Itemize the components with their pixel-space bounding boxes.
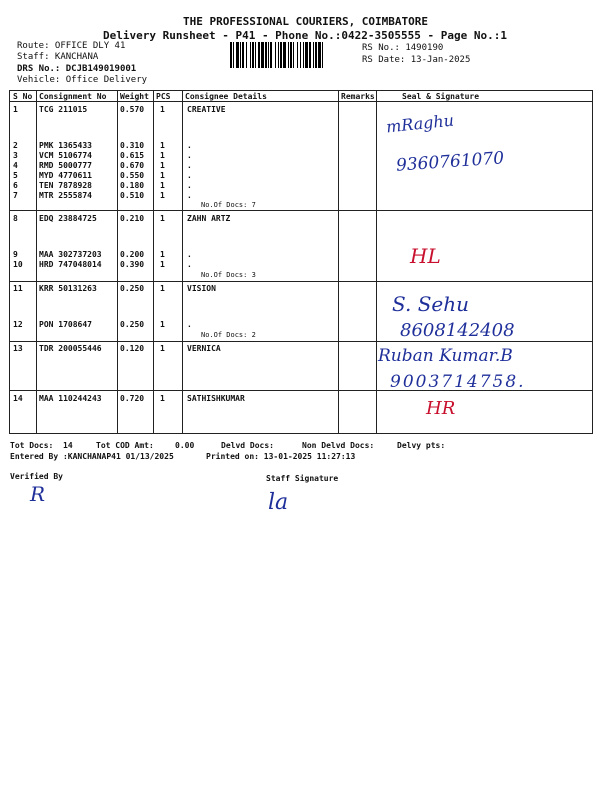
barcode bbox=[230, 42, 356, 68]
col-pcs: PCS bbox=[156, 92, 171, 101]
barcode-bar bbox=[305, 42, 308, 68]
row-3-consignment: VCM 5106774 bbox=[39, 151, 92, 160]
barcode-bar bbox=[315, 42, 317, 68]
phone-creative: 9360761070 bbox=[395, 148, 505, 176]
row-10-weight: 0.390 bbox=[120, 260, 145, 269]
delvd-docs-label: Delvd Docs: bbox=[221, 441, 274, 450]
barcode-bar bbox=[261, 42, 264, 68]
row-4-consignment: RMD 5000777 bbox=[39, 161, 92, 170]
row-14-weight: 0.720 bbox=[120, 394, 145, 403]
row-1-consignment: TCG 211015 bbox=[39, 105, 88, 114]
row-6-pcs: 1 bbox=[160, 181, 165, 190]
route-label: Route: OFFICE DLY 41 bbox=[17, 41, 126, 51]
row-1-weight: 0.570 bbox=[120, 105, 145, 114]
group-1-docs-count: No.Of Docs: 7 bbox=[201, 201, 256, 209]
col-weight: Weight bbox=[120, 92, 149, 101]
row-12-sno: 12 bbox=[13, 320, 23, 329]
tot-docs-label: Tot Docs: bbox=[10, 441, 54, 450]
col-consignee-details: Consignee Details bbox=[185, 92, 267, 101]
barcode-bar bbox=[270, 42, 272, 68]
signature-vision: S. Sehu bbox=[392, 292, 470, 316]
name-vernica: Ruban Kumar.B bbox=[378, 346, 513, 366]
barcode-bar bbox=[265, 42, 267, 68]
col-seal-signature: Seal & Signature bbox=[402, 92, 480, 101]
row-4-weight: 0.670 bbox=[120, 161, 145, 170]
row-9-sno: 9 bbox=[13, 250, 18, 259]
row-10-consignee: . bbox=[187, 260, 192, 269]
row-8-consignment: EDQ 23884725 bbox=[39, 214, 97, 223]
row-4-pcs: 1 bbox=[160, 161, 165, 170]
barcode-bar bbox=[318, 42, 321, 68]
row-9-consignee: . bbox=[187, 250, 192, 259]
staff-signature: la bbox=[268, 490, 289, 515]
row-5-pcs: 1 bbox=[160, 171, 165, 180]
row-13-sno: 13 bbox=[13, 344, 23, 353]
group-3-docs-count: No.Of Docs: 2 bbox=[201, 331, 256, 339]
company-name: THE PROFESSIONAL COURIERS, COIMBATORE bbox=[183, 15, 429, 28]
row-1-pcs: 1 bbox=[160, 105, 165, 114]
barcode-bar bbox=[242, 42, 244, 68]
row-4-sno: 4 bbox=[13, 161, 18, 170]
row-7-sno: 7 bbox=[13, 191, 18, 200]
row-6-sno: 6 bbox=[13, 181, 18, 190]
runsheet-subtitle: Delivery Runsheet - P41 - Phone No.:0422-3505555 - Page No.:1 bbox=[103, 29, 507, 42]
row-13-consignment: TDR 200055446 bbox=[39, 344, 102, 353]
barcode-bar bbox=[309, 42, 311, 68]
row-3-sno: 3 bbox=[13, 151, 18, 160]
vehicle-label: Vehicle: Office Delivery bbox=[17, 75, 148, 85]
row-7-consignee: . bbox=[187, 191, 192, 200]
row-10-sno: 10 bbox=[13, 260, 23, 269]
row-5-consignee: . bbox=[187, 171, 192, 180]
row-5-sno: 5 bbox=[13, 171, 18, 180]
row-14-sno: 14 bbox=[13, 394, 23, 403]
row-8-consignee: ZAHN ARTZ bbox=[187, 214, 231, 223]
row-10-consignment: HRD 747048014 bbox=[39, 260, 102, 269]
non-delvd-docs-label: Non Delvd Docs: bbox=[302, 441, 375, 450]
barcode-bar bbox=[275, 42, 276, 68]
row-1-sno: 1 bbox=[13, 105, 18, 114]
barcode-bar bbox=[300, 42, 301, 68]
col-consignment-no: Consignment No bbox=[39, 92, 107, 101]
barcode-bar bbox=[303, 42, 304, 68]
row-9-consignment: MAA 302737203 bbox=[39, 250, 102, 259]
phone-vision: 8608142408 bbox=[400, 320, 515, 341]
row-2-consignee: . bbox=[187, 141, 192, 150]
signature-zahn-artz: HL bbox=[410, 244, 441, 268]
barcode-bar bbox=[283, 42, 286, 68]
row-10-pcs: 1 bbox=[160, 260, 165, 269]
row-7-consignment: MTR 2555874 bbox=[39, 191, 92, 200]
barcode-bar bbox=[236, 42, 239, 68]
row-6-consignment: TEN 7878928 bbox=[39, 181, 92, 190]
row-8-weight: 0.210 bbox=[120, 214, 145, 223]
row-3-consignee: . bbox=[187, 151, 192, 160]
row-11-weight: 0.250 bbox=[120, 284, 145, 293]
rs-date: RS Date: 13-Jan-2025 bbox=[362, 55, 471, 65]
row-9-weight: 0.200 bbox=[120, 250, 145, 259]
row-5-weight: 0.550 bbox=[120, 171, 145, 180]
barcode-bar bbox=[297, 42, 298, 68]
row-11-consignment: KRR 50131263 bbox=[39, 284, 97, 293]
tot-cod-label: Tot COD Amt: bbox=[96, 441, 154, 450]
row-6-consignee: . bbox=[187, 181, 192, 190]
col-sno: S No bbox=[13, 92, 33, 101]
barcode-bar bbox=[280, 42, 282, 68]
row-2-consignment: PMK 1365433 bbox=[39, 141, 92, 150]
row-14-consignee: SATHISHKUMAR bbox=[187, 394, 245, 403]
row-4-consignee: . bbox=[187, 161, 192, 170]
staff-signature-label: Staff Signature bbox=[266, 474, 339, 483]
row-14-pcs: 1 bbox=[160, 394, 165, 403]
row-1-consignee: CREATIVE bbox=[187, 105, 226, 114]
row-12-consignee: . bbox=[187, 320, 192, 329]
signature-creative: mRaghu bbox=[385, 110, 455, 137]
row-5-consignment: MYD 4770611 bbox=[39, 171, 92, 180]
tot-docs-value: 14 bbox=[63, 441, 73, 450]
row-11-pcs: 1 bbox=[160, 284, 165, 293]
barcode-bar bbox=[246, 42, 247, 68]
barcode-bar bbox=[268, 42, 269, 68]
drs-number: DRS No.: DCJB149019001 bbox=[17, 64, 137, 74]
row-3-pcs: 1 bbox=[160, 151, 165, 160]
row-6-weight: 0.180 bbox=[120, 181, 145, 190]
barcode-bar bbox=[233, 42, 234, 68]
col-remarks: Remarks bbox=[341, 92, 375, 101]
signature-sathishkumar: HR bbox=[426, 398, 456, 419]
row-12-consignment: PON 1708647 bbox=[39, 320, 92, 329]
row-2-sno: 2 bbox=[13, 141, 18, 150]
barcode-bar bbox=[240, 42, 241, 68]
barcode-bar bbox=[293, 42, 294, 68]
row-11-consignee: VISION bbox=[187, 284, 216, 293]
verified-signature: R bbox=[30, 482, 46, 506]
row-12-pcs: 1 bbox=[160, 320, 165, 329]
delvy-pts-label: Delvy pts: bbox=[397, 441, 446, 450]
barcode-bar bbox=[322, 42, 323, 68]
row-9-pcs: 1 bbox=[160, 250, 165, 259]
group-2-docs-count: No.Of Docs: 3 bbox=[201, 271, 256, 279]
row-13-weight: 0.120 bbox=[120, 344, 145, 353]
barcode-bar bbox=[290, 42, 292, 68]
barcode-bar bbox=[255, 42, 256, 68]
barcode-bar bbox=[258, 42, 260, 68]
row-3-weight: 0.615 bbox=[120, 151, 145, 160]
row-12-weight: 0.250 bbox=[120, 320, 145, 329]
barcode-bar bbox=[250, 42, 251, 68]
row-7-pcs: 1 bbox=[160, 191, 165, 200]
row-11-sno: 11 bbox=[13, 284, 23, 293]
tot-cod-value: 0.00 bbox=[175, 441, 195, 450]
row-13-pcs: 1 bbox=[160, 344, 165, 353]
barcode-bar bbox=[278, 42, 279, 68]
row-7-weight: 0.510 bbox=[120, 191, 145, 200]
barcode-bar bbox=[288, 42, 289, 68]
printed-on: Printed on: 13-01-2025 11:27:13 bbox=[206, 452, 356, 461]
phone-vernica: 9003714758. bbox=[390, 372, 526, 392]
row-8-sno: 8 bbox=[13, 214, 18, 223]
row-2-weight: 0.310 bbox=[120, 141, 145, 150]
barcode-bar bbox=[313, 42, 314, 68]
staff-label: Staff: KANCHANA bbox=[17, 52, 99, 62]
row-8-pcs: 1 bbox=[160, 214, 165, 223]
row-14-consignment: MAA 110244243 bbox=[39, 394, 102, 403]
rs-number: RS No.: 1490190 bbox=[362, 43, 444, 53]
verified-by-label: Verified By bbox=[10, 472, 63, 481]
barcode-bar bbox=[230, 42, 232, 68]
barcode-bar bbox=[252, 42, 254, 68]
row-2-pcs: 1 bbox=[160, 141, 165, 150]
row-13-consignee: VERNICA bbox=[187, 344, 221, 353]
entered-by: Entered By :KANCHANAP41 01/13/2025 bbox=[10, 452, 174, 461]
